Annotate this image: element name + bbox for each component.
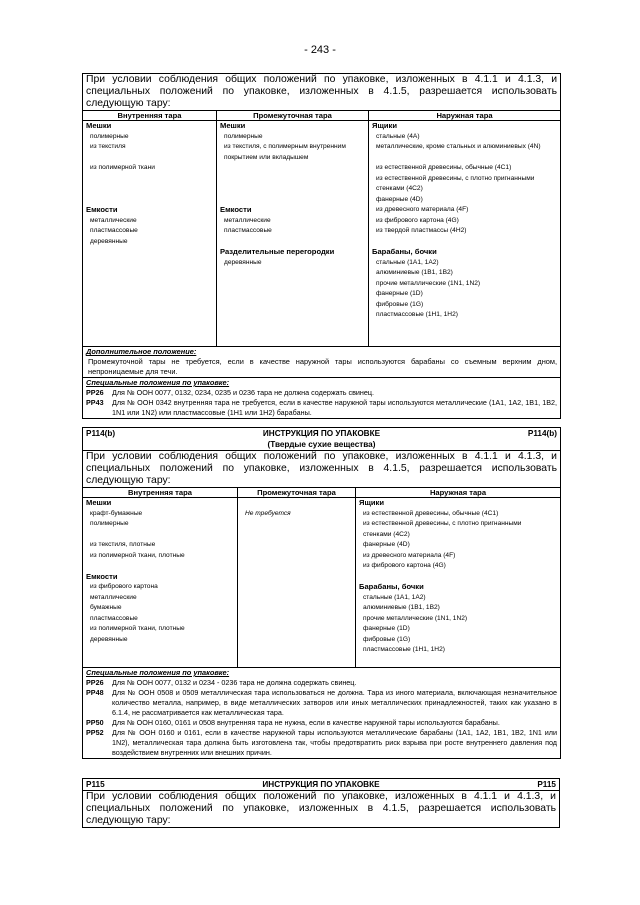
list-item: пластмассовые (1H1, 1H2) [376, 311, 458, 318]
list-item: бумажные [90, 604, 122, 611]
header-intermediate-packaging: Промежуточная тара [238, 488, 356, 498]
packing-instruction-p115 [82, 778, 560, 828]
header-inner-packaging: Внутренняя тара [83, 111, 217, 121]
spacer [86, 530, 234, 541]
provision-code: PP52 [86, 728, 104, 737]
group-heading: Мешки [220, 121, 246, 130]
provision-text: Для № ООН 0160, 0161 и 0508 внутренняя тара не нужна, если в качестве наружной тары используются барабаны. [112, 718, 500, 727]
instruction-code-left: P114(b) [86, 429, 116, 438]
instruction-title: ИНСТРУКЦИЯ ПО УПАКОВКЕ [262, 429, 381, 438]
intro-text: При условии соблюдения общих положений по упаковке, изложенных в 4.1.1 и 4.1.3, и специальных положений по упаковке, изложенных в 4.1.5, разрешается использовать следующую тару: [83, 74, 561, 111]
instruction-code-right: P115 [537, 780, 556, 789]
list-item: из естественной древесины, обычные (4C1) [376, 164, 512, 171]
list-item: деревянные [90, 635, 128, 643]
list-item: из древесного материала (4F) [363, 551, 456, 559]
spacer [86, 184, 213, 195]
additional-provision [83, 347, 561, 378]
outer-packaging-list [369, 121, 561, 347]
list-item: фанерные (4D) [376, 195, 423, 203]
header-outer-packaging: Наружная тара [369, 111, 561, 121]
list-item: из естественной древесины, с плотно пригнанными [363, 520, 522, 527]
special-provisions-title: Специальные положения по упаковке: [86, 378, 230, 387]
special-provision-row [86, 688, 557, 718]
instruction-title: ИНСТРУКЦИЯ ПО УПАКОВКЕ [262, 780, 380, 789]
list-item: из текстиля, с полимерным внутренним [224, 143, 346, 150]
list-item: из естественной древесины, обычные (4C1) [363, 509, 499, 517]
list-item: прочие металлические (1N1, 1N2) [363, 614, 468, 622]
list-item: прочие металлические (1N1, 1N2) [376, 279, 481, 287]
inner-packaging-list [83, 498, 238, 668]
spacer [220, 237, 365, 248]
list-item: пластмассовые (1H1, 1H2) [363, 646, 445, 653]
instruction-code-right: P114(b) [527, 429, 557, 438]
spacer [220, 195, 365, 206]
list-item: из твердой пластмассы (4H2) [376, 227, 467, 234]
spacer [241, 498, 352, 509]
list-item: из фибрового картона (4G) [376, 216, 459, 224]
spacer [220, 174, 365, 185]
group-heading: Емкости [220, 205, 252, 214]
provision-text: Для № ООН 0342 внутренняя тара не требуется, если в качестве наружной тары используются металлические (1A1, 1A2, 1B1, 1B2, 1N1 или 1N2) или пластмассовые (1H1 или 1H2) барабаны. [112, 398, 558, 417]
list-item: деревянные [224, 258, 262, 266]
list-item: стальные (1A1, 1A2) [363, 593, 426, 601]
list-item: фанерные (1D) [376, 290, 423, 297]
list-item: фибровые (1G) [376, 300, 424, 308]
spacer [86, 153, 213, 164]
group-heading: Барабаны, бочки [359, 582, 424, 591]
special-provision-row [86, 728, 557, 758]
header-outer-packaging: Наружная тара [356, 488, 561, 498]
list-item: крафт-бумажные [90, 509, 143, 517]
list-item: стенками (4C2) [363, 530, 410, 538]
list-item: деревянные [90, 237, 128, 245]
special-provisions [83, 668, 561, 759]
list-item: из текстиля, плотные [90, 541, 156, 548]
provision-text: Для № ООН 0508 и 0509 металлическая тара использоваться не должна. Тара из иного материала, включающая незначительное количество металла, например, в виде металлических затворов или иных металлических принадлежностей, таких как указано в 6.1.4, не рассматривается как металлическая тара. [112, 688, 557, 717]
list-item: из фибрового картона [90, 583, 158, 590]
provision-text: Для № ООН 0077, 0132 и 0234 - 0236 тара не должна содержать свинец. [112, 678, 357, 687]
intro-text: При условии соблюдения общих положений по упаковке, изложенных в 4.1.1 и 4.1.3, и специальных положений по упаковке, изложенных в 4.1.5, разрешается использовать следующую тару: [83, 451, 561, 488]
special-provision-row [86, 388, 557, 398]
spacer [86, 174, 213, 185]
list-item: фибровые (1G) [363, 635, 411, 643]
instruction-subtitle: (Твердые сухие вещества) [267, 440, 376, 449]
additional-provision-title: Дополнительное положение: [86, 347, 197, 356]
provision-code: PP48 [86, 688, 104, 697]
provision-text: Для № ООН 0160 и 0161, если в качестве наружной тары используются металлические барабаны (1A1, 1A2, 1B1, 1B2, 1N1 или 1N2), металлическая тара должна быть изготовлена так, чтобы предотвратить риск взрыва при росте внутреннего давления под воздействием внутренних или внешних причин. [112, 728, 557, 757]
intermediate-packaging-list [217, 121, 369, 347]
list-item: из полимерной ткани, плотные [90, 625, 185, 632]
list-item: из естественной древесины, с плотно пригнанными [376, 174, 535, 182]
list-item: металлические, кроме стальных и алюминиевых (4N) [376, 143, 541, 150]
list-item: пластмассовые [90, 614, 138, 622]
list-item: из полимерной ткани, плотные [90, 551, 185, 559]
special-provisions [83, 378, 561, 419]
provision-code: PP26 [86, 388, 104, 397]
special-provisions-list [86, 678, 557, 758]
packing-instruction-p114b [82, 427, 560, 759]
spacer [372, 237, 557, 248]
group-heading: Разделительные перегородки [220, 247, 335, 256]
special-provision-row [86, 398, 557, 418]
intermediate-packaging-list [238, 498, 356, 668]
intro-text: При условии соблюдения общих положений по упаковке, изложенных в 4.1.1 и 4.1.3, и специальных положений по упаковке, изложенных в 4.1.5, разрешается использовать следующую тару: [83, 791, 560, 828]
spacer [86, 195, 213, 206]
group-heading: Емкости [86, 205, 118, 214]
list-item: фанерные (1D) [363, 625, 410, 632]
list-item: алюминиевые (1B1, 1B2) [376, 269, 453, 276]
header-inner-packaging: Внутренняя тара [83, 488, 238, 498]
list-item: стальные (4A) [376, 132, 420, 140]
list-item: из текстиля [90, 143, 126, 150]
spacer [86, 561, 234, 572]
list-item: пластмассовые [90, 227, 138, 234]
spacer [220, 184, 365, 195]
spacer [372, 153, 557, 164]
group-heading: Ящики [359, 498, 385, 507]
packing-instruction-continued [82, 73, 560, 419]
outer-packaging-list [356, 498, 561, 668]
provision-code: PP26 [86, 678, 104, 687]
list-item: стальные (1A1, 1A2) [376, 258, 439, 266]
list-item: металлические [90, 216, 137, 224]
group-heading: Мешки [86, 121, 112, 130]
group-heading: Мешки [86, 498, 112, 507]
header-intermediate-packaging: Промежуточная тара [217, 111, 369, 121]
list-item: из полимерной ткани [90, 164, 155, 171]
list-item: полимерные [224, 132, 263, 140]
provision-text: Для № ООН 0077, 0132, 0234, 0235 и 0236 тара не должна содержать свинец. [112, 388, 375, 397]
spacer [220, 163, 365, 174]
special-provision-row [86, 718, 557, 728]
group-heading: Емкости [86, 571, 118, 581]
spacer [359, 572, 557, 583]
list-item: полимерные [90, 132, 129, 140]
list-item: полимерные [90, 520, 129, 527]
list-item: металлические [224, 216, 271, 224]
inner-packaging-list [83, 121, 217, 347]
list-item: пластмассовые [224, 227, 272, 234]
list-item: Не требуется [245, 509, 291, 517]
additional-provision-text: Промежуточной тары не требуется, если в качестве наружной тары используются барабаны со съемным верхним дном, непроницаемые для течи. [88, 357, 558, 376]
list-item: фанерные (4D) [363, 541, 410, 548]
page-number: - 243 - [304, 44, 336, 56]
list-item: из фибрового картона (4G) [363, 562, 446, 569]
list-item: алюминиевые (1B1, 1B2) [363, 604, 440, 611]
instruction-code-left: P115 [86, 780, 105, 789]
list-item: покрытием или вкладышем [224, 153, 309, 161]
list-item: металлические [90, 593, 137, 601]
special-provision-row [86, 678, 557, 688]
list-item: из древесного материала (4F) [376, 206, 469, 213]
special-provisions-title: Специальные положения по упаковке: [86, 668, 230, 677]
special-provisions-list [86, 388, 557, 418]
list-item: стенками (4C2) [376, 185, 423, 192]
group-heading: Ящики [372, 121, 398, 130]
group-heading: Барабаны, бочки [372, 247, 437, 256]
provision-code: PP50 [86, 718, 104, 727]
provision-code: PP43 [86, 398, 104, 407]
